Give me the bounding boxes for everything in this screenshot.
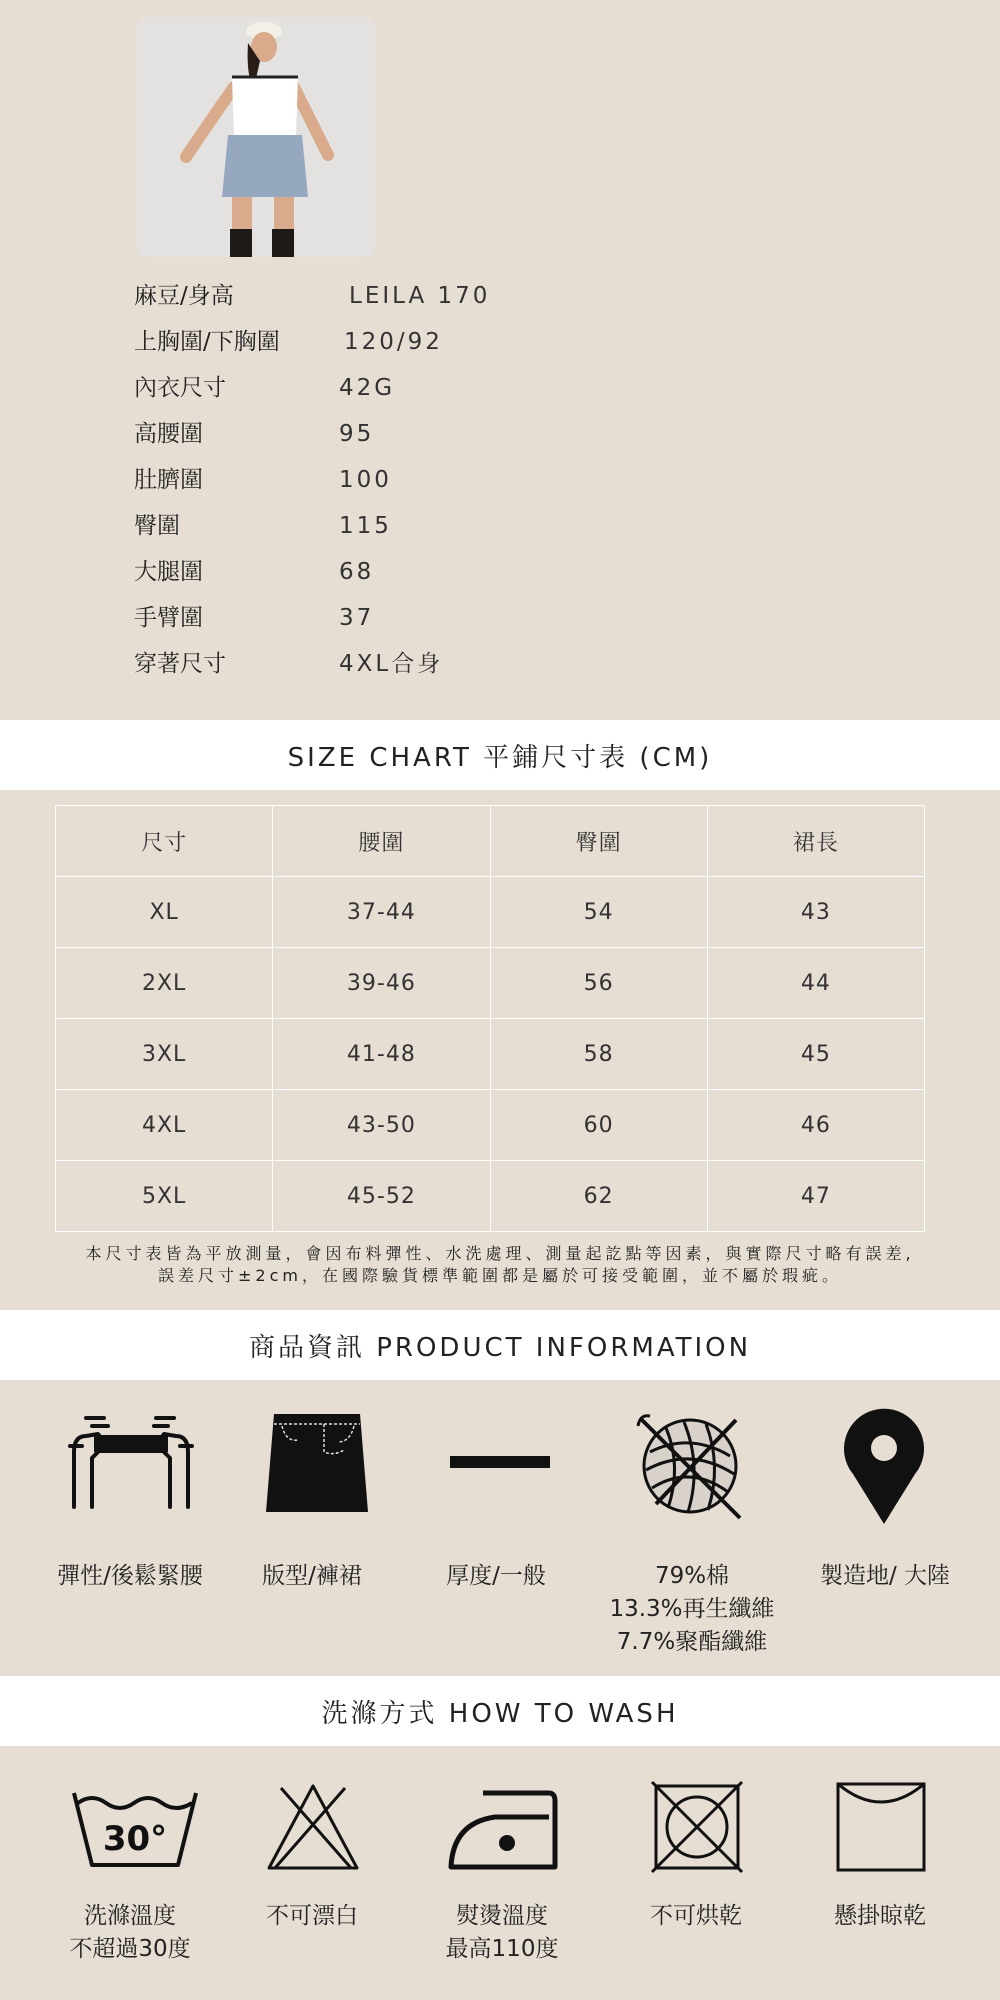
model-row-label: 大腿圍: [134, 559, 203, 585]
table-cell: 43: [707, 877, 924, 948]
table-row: [56, 948, 925, 1019]
table-header-cell: 臀圍: [490, 806, 707, 877]
table-cell: 5XL: [56, 1161, 273, 1232]
size-chart-title: SIZE CHART 平鋪尺寸表 (CM): [287, 742, 713, 773]
size-note-line1: 本尺寸表皆為平放測量，會因布料彈性、水洗處理、測量起訖點等因素，與實際尺寸略有誤差,: [85, 1244, 915, 1263]
table-header-row: [56, 806, 925, 877]
model-row-label: 肚臍圍: [134, 467, 203, 493]
table-cell: 43-50: [273, 1090, 490, 1161]
table-cell: 41-48: [273, 1019, 490, 1090]
model-row-label: 臀圍: [134, 513, 180, 539]
model-row-label: 上胸圍/下胸圍: [134, 329, 280, 355]
model-row-label: 穿著尺寸: [134, 651, 226, 677]
model-row-value: 4XL合身: [339, 651, 444, 677]
product-caption: 厚度/一般: [446, 1563, 546, 1589]
wash-title: 洗滌方式 HOW TO WASH: [321, 1698, 679, 1729]
wash-caption-line: 洗滌溫度: [84, 1903, 176, 1929]
table-cell: 44: [707, 948, 924, 1019]
product-info-header: [0, 1310, 1000, 1380]
model-row-value: 37: [339, 605, 375, 631]
model-row-value: LEILA 170: [349, 283, 491, 309]
yarn-ball-icon: [636, 1412, 748, 1528]
table-header-cell: 腰圍: [273, 806, 490, 877]
table-cell: 37-44: [273, 877, 490, 948]
model-row-label: 內衣尺寸: [134, 375, 226, 401]
table-cell: 39-46: [273, 948, 490, 1019]
table-cell: 4XL: [56, 1090, 273, 1161]
model-row-value: 95: [339, 421, 375, 447]
no-tumble-dry-icon: [650, 1780, 744, 1878]
model-row-value: 120/92: [344, 329, 443, 355]
model-row-label: 手臂圍: [134, 605, 203, 631]
table-cell: 46: [707, 1090, 924, 1161]
table-cell: 47: [707, 1161, 924, 1232]
wash-temp-label: 30°: [102, 1819, 168, 1859]
product-caption-line: 79%棉: [654, 1563, 730, 1589]
table-row: [56, 1161, 925, 1232]
stretch-waist-icon: [68, 1412, 194, 1516]
line-dry-icon: [834, 1780, 928, 1878]
product-caption: 版型/褲裙: [262, 1563, 362, 1589]
model-photo: [136, 17, 376, 257]
wash-caption-line: 不可漂白: [266, 1903, 358, 1929]
product-caption: 彈性/後鬆緊腰: [57, 1563, 203, 1589]
wash-caption-line: 熨燙溫度: [456, 1903, 548, 1929]
wash-caption-line: 不超過30度: [69, 1936, 191, 1962]
table-cell: XL: [56, 877, 273, 948]
location-pin-icon: [843, 1408, 925, 1530]
iron-icon: [445, 1783, 559, 1877]
table-cell: 62: [490, 1161, 707, 1232]
model-row-value: 100: [339, 467, 392, 493]
no-bleach-icon: [265, 1782, 361, 1876]
wash-caption-line: 最高110度: [445, 1936, 559, 1962]
thickness-line-icon: [450, 1455, 550, 1474]
table-row: [56, 1019, 925, 1090]
wash-caption-line: 懸掛晾乾: [834, 1903, 926, 1929]
table-cell: 45: [707, 1019, 924, 1090]
size-table: [55, 805, 925, 1232]
product-caption-line: 7.7%聚酯纖維: [616, 1629, 768, 1655]
table-cell: 58: [490, 1019, 707, 1090]
model-row-value: 68: [339, 559, 375, 585]
size-chart-header: [0, 720, 1000, 790]
table-row: [56, 877, 925, 948]
model-row-label: 高腰圍: [134, 421, 203, 447]
table-cell: 2XL: [56, 948, 273, 1019]
model-row-label: 麻豆/身高: [134, 283, 234, 309]
product-caption-line: 13.3%再生纖維: [609, 1596, 775, 1622]
table-header-cell: 尺寸: [56, 806, 273, 877]
product-info-title: 商品資訊 PRODUCT INFORMATION: [248, 1332, 752, 1363]
table-cell: 45-52: [273, 1161, 490, 1232]
wash-30-icon: [70, 1785, 200, 1873]
table-row: [56, 1090, 925, 1161]
table-header-cell: 裙長: [707, 806, 924, 877]
table-cell: 56: [490, 948, 707, 1019]
product-caption: 製造地/ 大陸: [819, 1563, 951, 1589]
table-cell: 54: [490, 877, 707, 948]
table-cell: 3XL: [56, 1019, 273, 1090]
skirt-icon: [264, 1412, 370, 1518]
size-note-line2: 誤差尺寸±2cm，在國際驗貨標準範圍都是屬於可接受範圍，並不屬於瑕疵。: [158, 1266, 842, 1285]
wash-header: [0, 1676, 1000, 1746]
table-cell: 60: [490, 1090, 707, 1161]
model-row-value: 42G: [339, 375, 396, 401]
model-row-value: 115: [339, 513, 392, 539]
wash-caption-line: 不可烘乾: [650, 1903, 742, 1929]
